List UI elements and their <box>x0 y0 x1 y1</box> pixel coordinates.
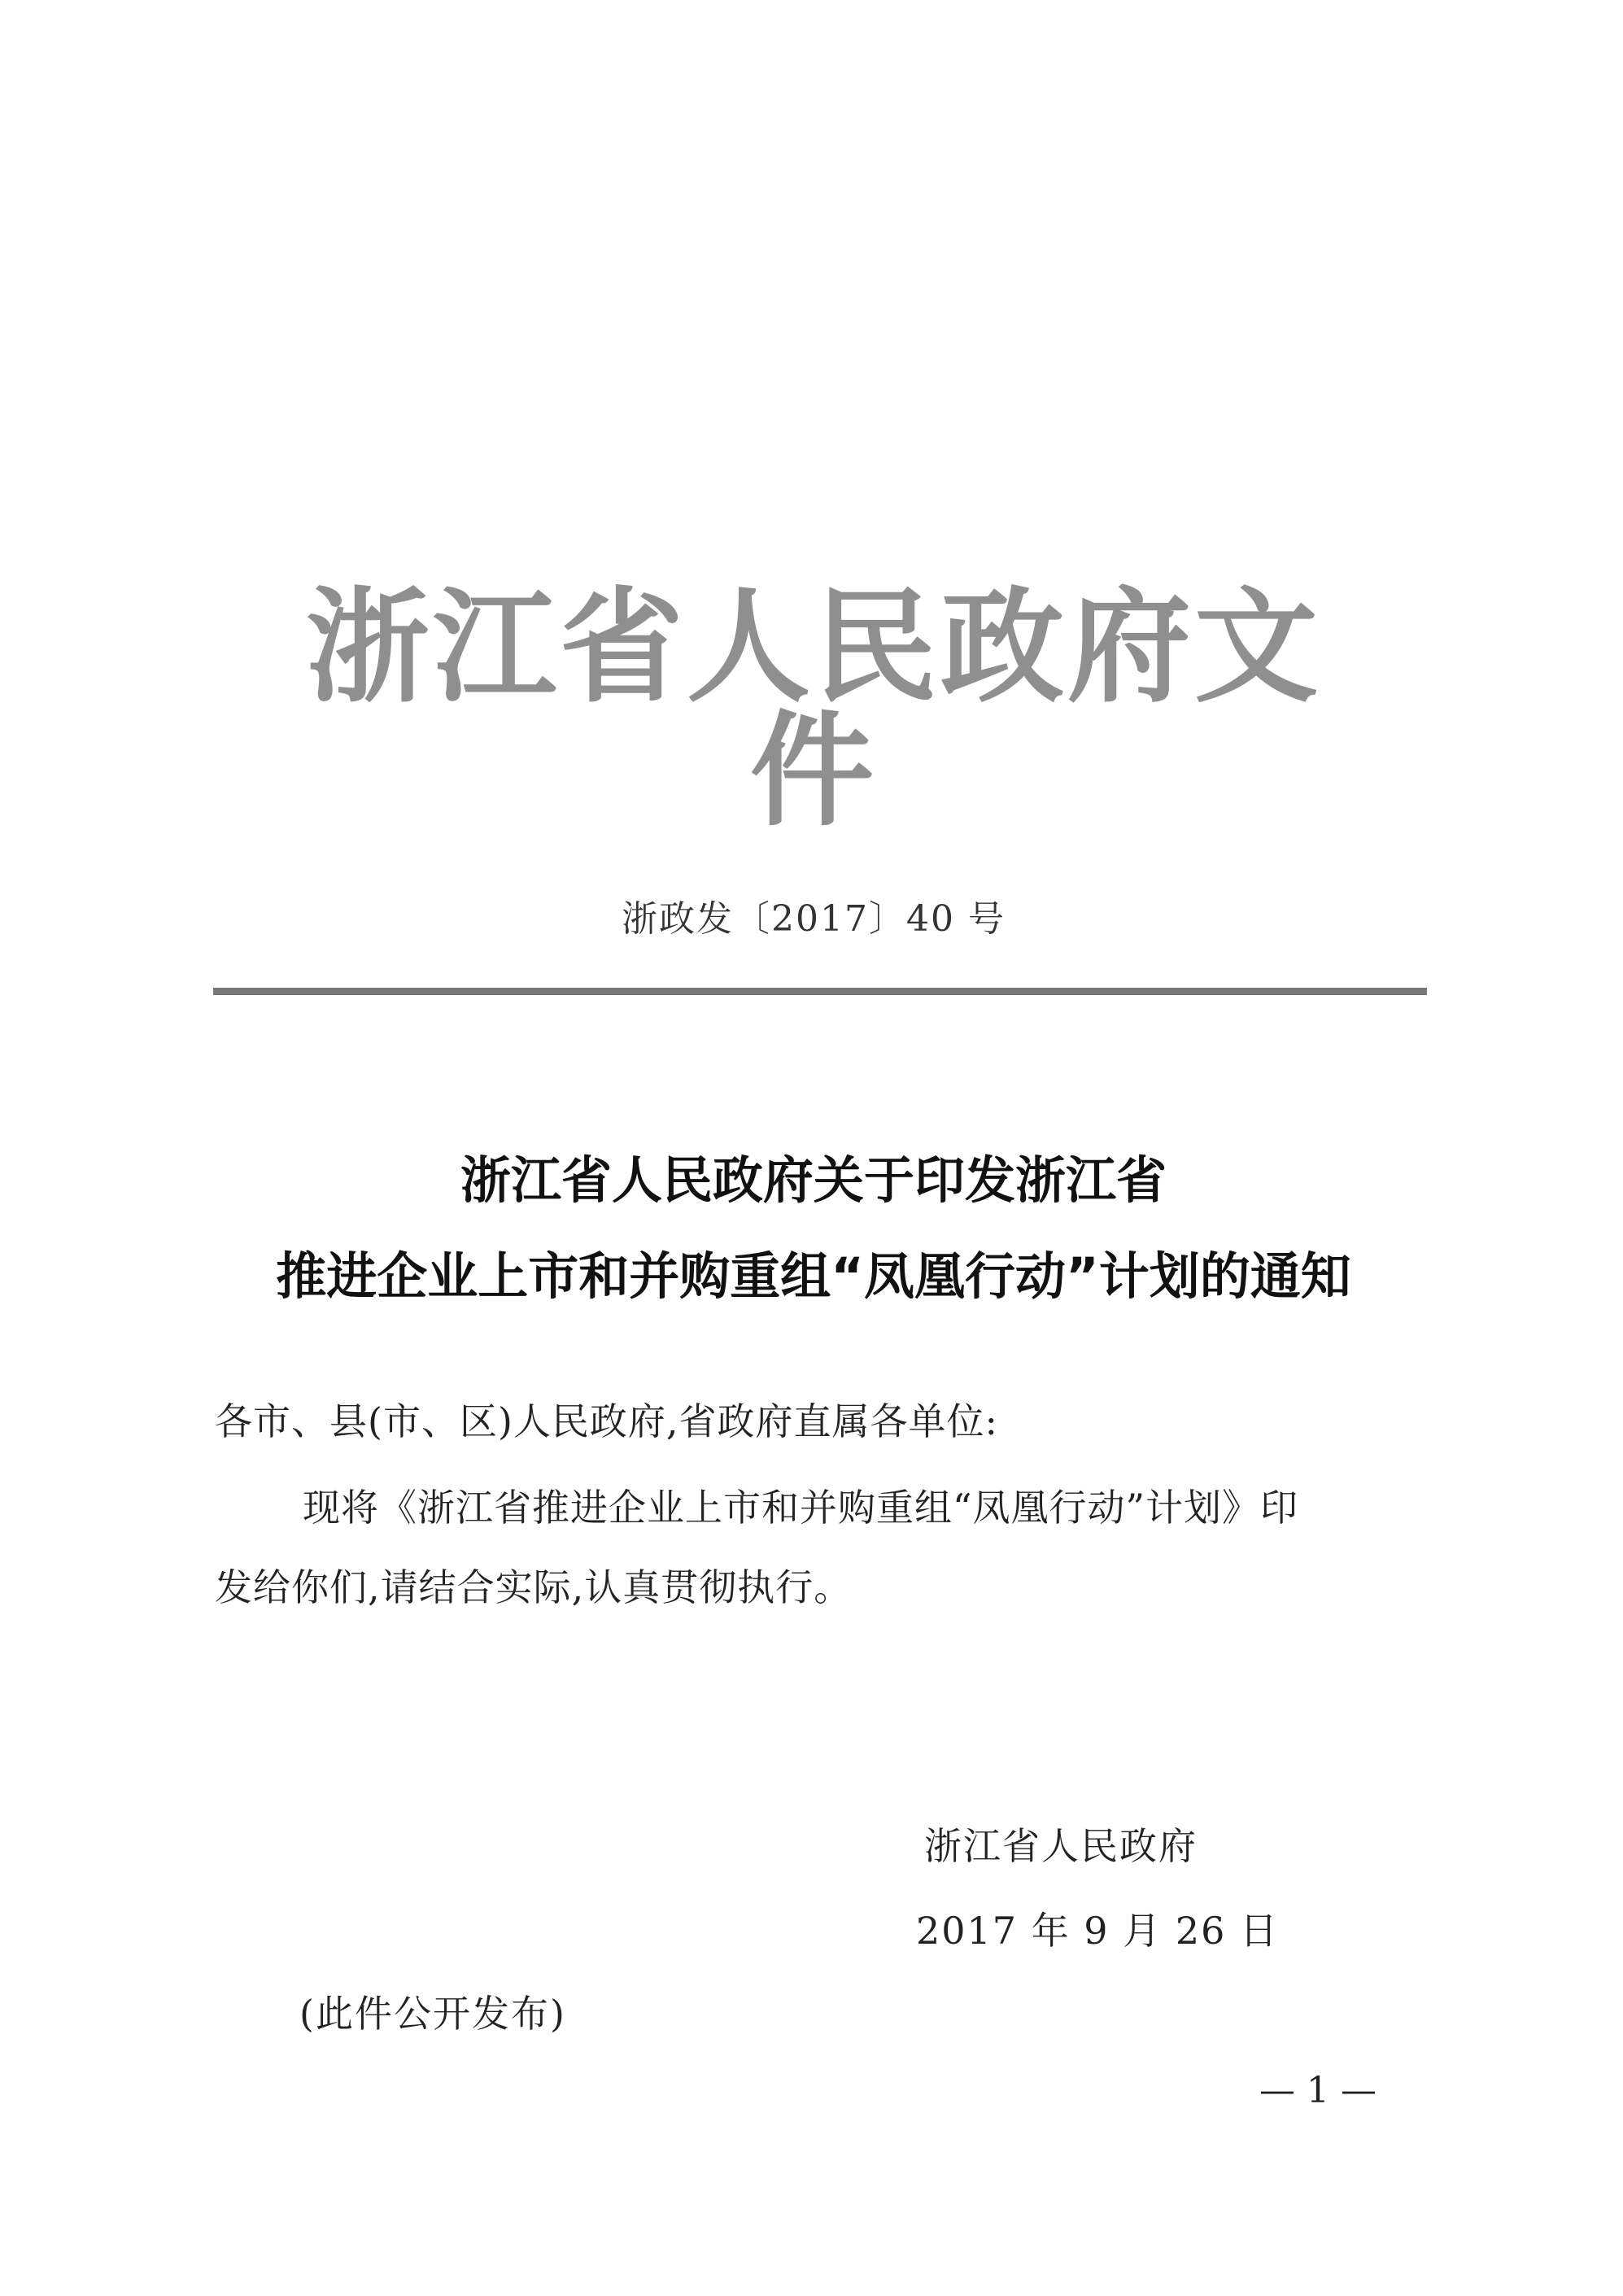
masthead: 浙江省人民政府文件 <box>306 575 1321 843</box>
page-number: — 1 — <box>1259 2070 1376 2111</box>
body-line-2: 发给你们,请结合实际,认真贯彻执行。 <box>215 1565 853 1609</box>
public-release-note: (此件公开发布) <box>299 1992 566 2036</box>
body-line-1: 现将《浙江省推进企业上市和并购重组“凤凰行动”计划》印 <box>303 1486 1299 1530</box>
issuer-signature: 浙江省人民政府 <box>924 1824 1198 1868</box>
issue-date: 2017 年 9 月 26 日 <box>916 1909 1279 1953</box>
title-line-2: 推进企业上市和并购重组“凤凰行动”计划的通知 <box>276 1246 1351 1306</box>
addressee: 各市、县(市、区)人民政府,省政府直属各单位: <box>215 1399 999 1443</box>
header-divider <box>213 988 1427 995</box>
title-line-1: 浙江省人民政府关于印发浙江省 <box>460 1150 1167 1210</box>
document-title <box>163 1133 1464 1325</box>
document-number: 浙政发〔2017〕40 号 <box>622 898 1006 940</box>
